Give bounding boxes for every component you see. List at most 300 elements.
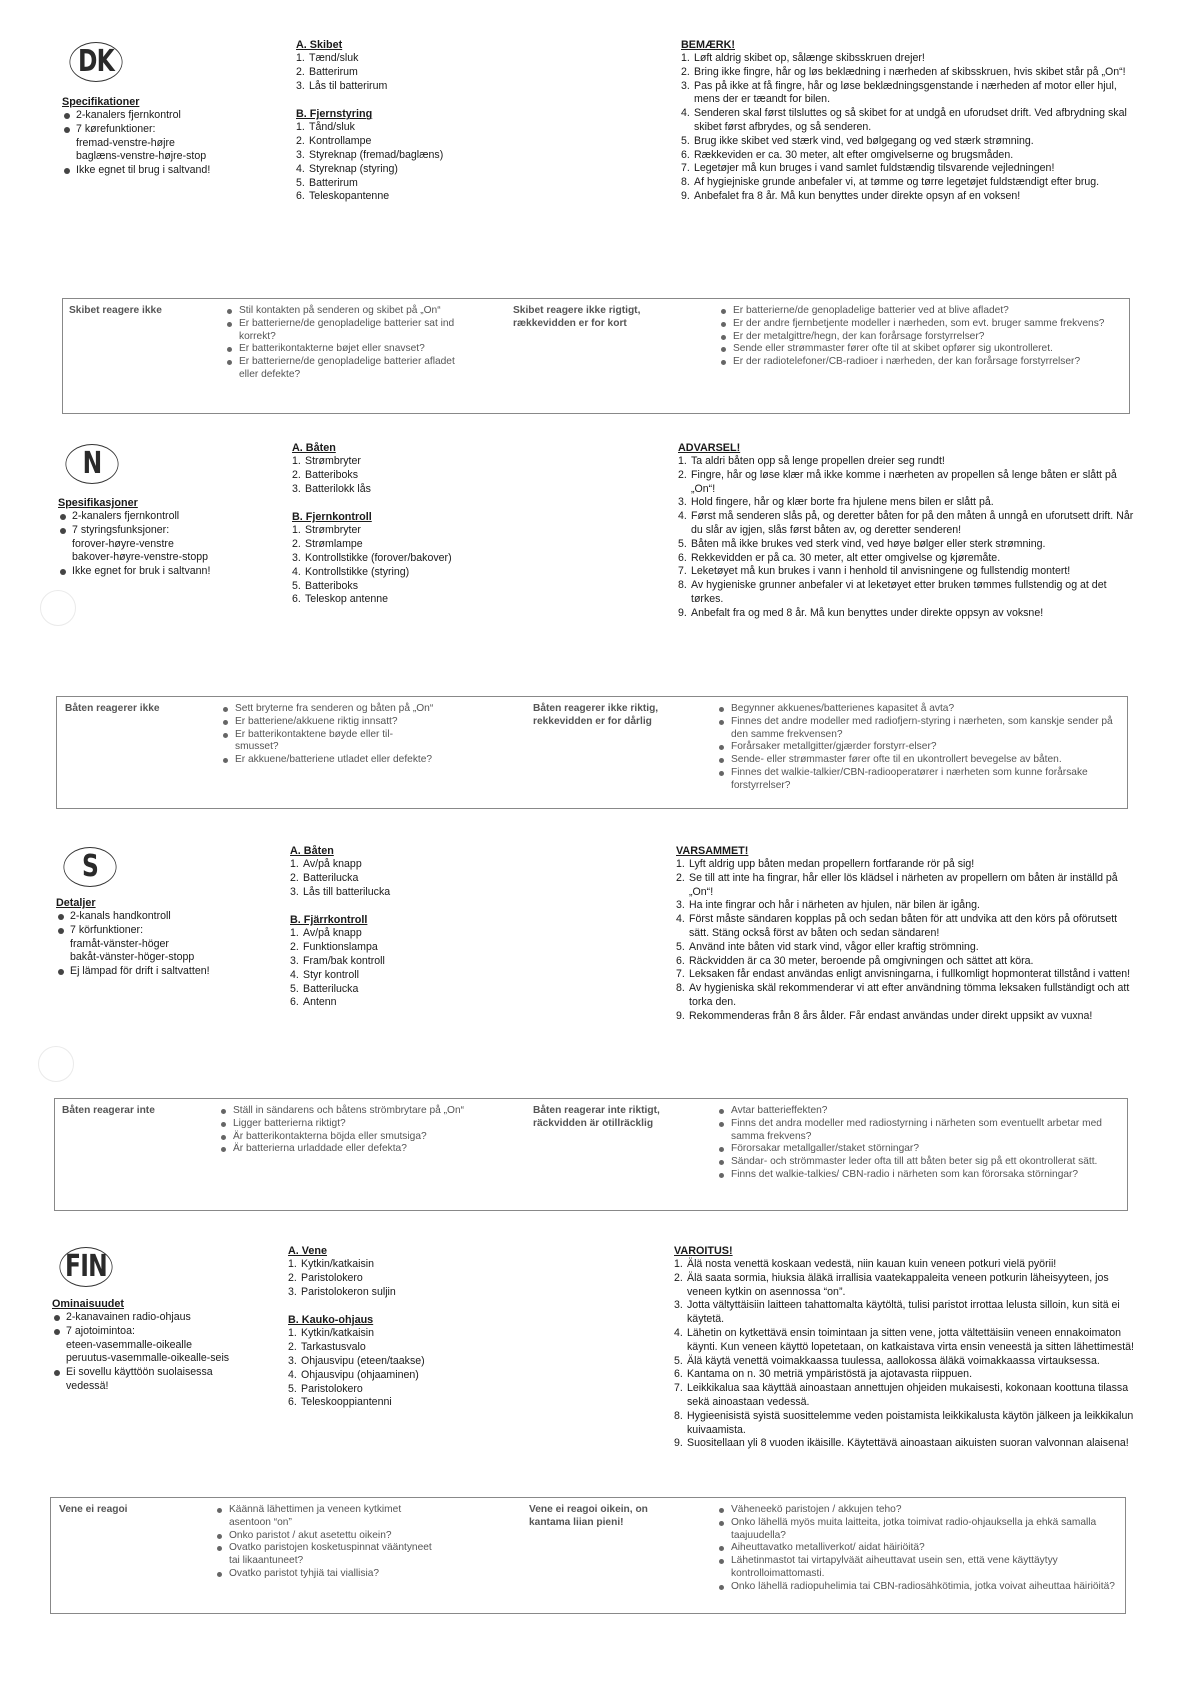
numbered-item — [678, 607, 1138, 621]
numbered-item — [288, 1272, 518, 1286]
item-number: 6. — [292, 593, 301, 606]
item-text: Kytkin/katkaisin — [301, 1258, 375, 1270]
numbered-item — [676, 913, 1136, 941]
item-text: Av hygieniske grunner anbefaler vi at leketøyet etter bruken tømmes fullstendig og at det tørkes. — [691, 579, 1107, 605]
bullet-item — [58, 510, 258, 524]
bullet-item — [225, 343, 455, 356]
badge-text: DK — [77, 44, 115, 80]
spec-list — [58, 510, 258, 579]
numbered-item — [296, 163, 526, 177]
numbered-item — [292, 538, 522, 552]
numbered-item — [674, 1299, 1134, 1327]
item-text: Onko paristot / akut asetettu oikein? — [229, 1529, 392, 1541]
numbered-item — [678, 552, 1138, 566]
bullet-item — [62, 164, 262, 178]
item-text: Er der metalgittre/hegn, der kan forårsage forstyrrelser? — [733, 330, 985, 342]
cause-list — [719, 305, 1119, 369]
item-number: 3. — [681, 79, 690, 92]
item-text: Suositellaan yli 8 vuoden ikäisille. Käytettävä ainoastaan aikuisten suoran valvonnan alaisena! — [687, 1437, 1129, 1450]
item-number: 1. — [288, 1327, 297, 1340]
item-text: Først må senderen slås på, og deretter båten for på den måten å unngå en uforutsett drift. Når du slår av igjen, slås først båten av, og deretter senderen! — [691, 510, 1134, 536]
problem-1-causes — [221, 703, 436, 767]
bullet-item — [719, 318, 1119, 331]
item-number: 1. — [678, 455, 687, 467]
numbered-item — [676, 899, 1136, 913]
item-text: Bring ikke fingre, hår og løs beklædning i nærheden af skibsskruen, hvis skibet står på „On“! — [694, 65, 1126, 78]
numbered-item — [676, 858, 1136, 872]
bullet-item — [717, 1542, 1117, 1555]
numbered-item — [678, 565, 1138, 579]
numbered-item — [288, 1355, 518, 1369]
item-number: 2. — [681, 65, 690, 78]
item-number: 5. — [678, 537, 687, 550]
numbered-item — [296, 149, 526, 163]
part-b-title: B. Kauko-ohjaus — [288, 1314, 374, 1327]
numbered-item — [676, 982, 1136, 1010]
item-text: Batteriboks — [305, 579, 358, 592]
warning-column — [678, 441, 1138, 621]
item-number: 5. — [676, 940, 685, 953]
warning-list — [678, 455, 1138, 621]
warning-column — [681, 38, 1141, 204]
item-text: Tænd/sluk — [309, 52, 359, 64]
parts-column — [292, 441, 522, 607]
item-number: 3. — [288, 1354, 297, 1367]
numbered-item — [674, 1272, 1134, 1300]
item-number: 2. — [288, 1341, 297, 1354]
item-text: Lås till batterilucka — [303, 885, 391, 898]
item-text: Kytkin/katkaisin — [301, 1327, 375, 1340]
item-number: 3. — [678, 496, 687, 509]
item-text: Af hygiejniske grunde anbefaler vi, at tømme og tørre legetøjet fuldstændigt efter brug. — [694, 176, 1100, 189]
numbered-item — [678, 538, 1138, 552]
bullet-item — [215, 1568, 435, 1581]
item-text: Onko lähellä radiopuhelimia tai CBN-radiosähkötimia, jotka voivat aiheuttaa häiriöitä? — [731, 1580, 1115, 1592]
item-number: 3. — [296, 79, 305, 92]
item-text: Lyft aldrig upp båten medan propellern fortfarande rör på sig! — [689, 858, 975, 870]
item-text: Anbefalet fra 8 år. Må kun benyttes under direkte opsyn af en voksen! — [694, 189, 1021, 202]
item-number: 7. — [681, 162, 690, 175]
numbered-item — [296, 121, 526, 135]
item-text: Leikkikalua saa käyttää ainoastaan annettujen ohjeiden mukaisesti, kokonaan koottuna tilassa sekä ainoastaan vedessä. — [687, 1382, 1129, 1408]
cause-list — [717, 703, 1117, 793]
spec-list — [52, 1311, 252, 1394]
numbered-item — [290, 955, 520, 969]
numbered-item — [292, 455, 522, 469]
item-text: Ställ in sändarens och båtens strömbrytare på „On“ — [233, 1105, 465, 1116]
part-a-list — [290, 858, 520, 899]
numbered-item — [678, 510, 1138, 538]
problem-2-heading: Vene ei reagoi oikein, on kantama liian pieni! — [529, 1504, 648, 1528]
item-text: Batteriboks — [305, 468, 358, 481]
item-number: 4. — [674, 1326, 683, 1339]
item-number: 6. — [288, 1396, 297, 1409]
item-number: 1. — [296, 52, 305, 64]
spec-list — [56, 910, 256, 979]
numbered-item — [674, 1382, 1134, 1410]
bullet-item — [56, 910, 256, 924]
item-number: 5. — [296, 176, 305, 189]
part-b-list — [290, 927, 520, 1010]
part-b-list — [296, 121, 526, 204]
problem-2-causes — [717, 1105, 1117, 1182]
bullet-item — [719, 331, 1119, 344]
item-text: Sende eller strømmaster fører ofte til at skibet opfører sig ukontrolleret. — [733, 343, 1053, 355]
item-text: Kantama on n. 30 metriä ympäristöstä ja ajotavasta riippuen. — [687, 1368, 973, 1381]
item-text: Begynner akkuenes/batterienes kapasitet å avta? — [731, 703, 955, 714]
item-number: 9. — [674, 1437, 683, 1450]
parts-column — [290, 844, 520, 1010]
warning-list — [676, 858, 1136, 1024]
item-number: 6. — [296, 190, 305, 203]
scan-artifact — [40, 590, 76, 626]
numbered-item — [674, 1327, 1134, 1355]
item-number: 2. — [676, 871, 685, 884]
problem-1-heading: Båten reagerar inte — [62, 1105, 155, 1116]
problem-2-causes — [717, 703, 1117, 793]
numbered-item — [676, 1010, 1136, 1024]
numbered-item — [674, 1368, 1134, 1382]
numbered-item — [681, 66, 1141, 80]
item-text: Funktionslampa — [303, 941, 378, 954]
numbered-item — [296, 80, 526, 94]
item-text: Först måste sändaren kopplas på och sedan båten för att undvika att den körs på oförutsett sätt. Stäng också först av båten och sedan sändaren! — [689, 913, 1118, 939]
item-text: Batterirum — [309, 176, 358, 189]
spec-column — [58, 496, 258, 579]
bullet-item — [62, 123, 262, 164]
spec-title: Ominaisuudet — [52, 1298, 124, 1310]
bullet-item — [717, 1555, 1117, 1581]
numbered-item — [292, 524, 522, 538]
item-text: Älä saata sormia, hiuksia äläkä irrallisia vaatekappaleita veneen potkurin läheisyyteen, jos veneen kytkin on asennossa “on”. — [687, 1271, 1109, 1298]
bullet-item — [56, 924, 256, 965]
item-number: 5. — [290, 982, 299, 995]
item-text: Strømlampe — [305, 538, 363, 551]
problem-2-causes — [717, 1504, 1117, 1594]
item-number: 6. — [674, 1368, 683, 1381]
bullet-item — [219, 1105, 479, 1118]
bullet-item — [717, 716, 1117, 742]
bullet-item — [719, 343, 1119, 356]
country-badge — [59, 1247, 112, 1287]
numbered-item — [288, 1383, 518, 1397]
item-number: 3. — [288, 1285, 297, 1298]
item-number: 8. — [676, 982, 685, 995]
item-number: 3. — [676, 899, 685, 912]
item-number: 7. — [676, 968, 685, 981]
spec-column — [62, 95, 262, 178]
item-text: Se till att inte ha fingrar, hår eller lös klädsel i närheten av propellern om båten är inställd på „On“! — [689, 871, 1118, 898]
item-number: 7. — [674, 1382, 683, 1395]
item-text: Aiheuttavatko metalliverkot/ aidat häiriöitä? — [731, 1542, 925, 1554]
bullet-item — [719, 305, 1119, 318]
bullet-item — [221, 703, 436, 716]
item-text: Ha inte fingrar och hår i närheten av hjulen, när bilen är igång. — [689, 899, 980, 912]
numbered-item — [296, 66, 526, 80]
problem-1-heading: Båten reagerer ikke — [65, 703, 160, 714]
problem-1-causes — [225, 305, 455, 382]
item-text: Räckvidden är ca 30 meter, beroende på omgivningen och sättet att köra. — [689, 954, 1034, 967]
item-text: Er batterierne/de genopladelige batterier ved at blive afladet? — [733, 305, 1009, 316]
item-text: Leksaken får endast användas enligt anvisningarna, i fullkomligt hopmonterat tillstånd i vatten! — [689, 968, 1131, 981]
item-number: 5. — [292, 579, 301, 592]
item-text: Kontrollstikke (forover/bakover) — [305, 551, 452, 564]
bullet-item — [219, 1131, 479, 1144]
item-number: 2. — [292, 468, 301, 481]
item-text: Finns det walkie-talkies/ CBN-radio i närheten som kan förorsaka störningar? — [731, 1168, 1079, 1180]
item-text: Ikke egnet for bruk i saltvann! — [72, 565, 211, 578]
item-text: Senderen skal først tilsluttes og så skibet for at undgå en uforudset drift. Ved afbrydning skal skibet først afbrydes, og så senderen. — [694, 107, 1127, 133]
bullet-item — [717, 1156, 1117, 1169]
item-number: 1. — [292, 455, 301, 467]
item-text: Ligger batterierna riktigt? — [233, 1117, 346, 1129]
item-number: 4. — [290, 968, 299, 981]
part-a-title: A. Båten — [292, 442, 336, 454]
part-b-list — [288, 1327, 518, 1410]
item-text: Forårsaker metallgitter/gjærder forstyrr-elser? — [731, 741, 937, 753]
spec-column — [56, 896, 256, 979]
numbered-item — [292, 552, 522, 566]
item-text: Kontrollstikke (styring) — [305, 565, 410, 578]
item-number: 2. — [288, 1271, 297, 1284]
item-text: Er batterierne/de genopladelige batterier afladet eller defekte? — [239, 356, 455, 380]
bullet-item — [56, 965, 256, 979]
warning-column — [676, 844, 1136, 1024]
item-text: Er batterikontakterne bøjet eller snavset? — [239, 343, 425, 355]
numbered-item — [681, 149, 1141, 163]
item-text: Finnes det andre modeller med radiofjern-styring i nærheten, som kanskje sender på den samme frekvensen? — [731, 715, 1113, 740]
item-text: Av/på knapp — [303, 927, 362, 940]
numbered-item — [674, 1355, 1134, 1369]
item-text: Väheneekö paristojen / akkujen teho? — [731, 1504, 902, 1515]
item-number: 5. — [288, 1382, 297, 1395]
item-number: 4. — [681, 107, 690, 120]
warning-title: VARSAMMET! — [676, 845, 749, 857]
cause-list — [717, 1504, 1117, 1594]
item-text: 7 körfunktioner: framåt-vänster-höger bakåt-vänster-höger-stopp — [70, 923, 195, 964]
part-b-title: B. Fjernkontroll — [292, 511, 372, 524]
item-text: Batterilokk lås — [305, 482, 371, 495]
item-number: 4. — [288, 1368, 297, 1381]
bullet-item — [717, 1169, 1117, 1182]
spec-title: Specifikationer — [62, 96, 140, 108]
item-text: Styr kontroll — [303, 968, 359, 981]
part-a-title: A. Skibet — [296, 39, 343, 51]
part-b-title: B. Fjärrkontroll — [290, 914, 368, 927]
item-text: Ohjausvipu (ohjaaminen) — [301, 1368, 419, 1381]
numbered-item — [296, 52, 526, 66]
item-text: Batterilucka — [303, 982, 359, 995]
country-badge — [65, 444, 118, 484]
item-text: Rekkevidden er på ca. 30 meter, alt etter omgivelse og kjøremåte. — [691, 551, 1001, 564]
bullet-item — [717, 1105, 1117, 1118]
item-text: Sende- eller strømmaster fører ofte til en ukontrollert bevegelse av båten. — [731, 754, 1062, 766]
item-number: 6. — [678, 551, 687, 564]
numbered-item — [288, 1286, 518, 1300]
item-text: Pas på ikke at få fingre, hår og løse beklædningsgenstande i nærheden af motor eller hjul, mens der er tæandt for bilen. — [694, 79, 1117, 106]
problem-1-causes — [215, 1504, 435, 1581]
warning-list — [681, 52, 1141, 204]
numbered-item — [290, 858, 520, 872]
numbered-item — [676, 968, 1136, 982]
item-text: Hygieenisistä syistä suosittelemme veden poistamista leikkikalusta käytön jälkeen ja leikkikalun kuivaamista. — [687, 1409, 1134, 1436]
item-number: 5. — [681, 134, 690, 147]
item-text: Finns det andra modeller med radiostyrning i närheten som eventuellt arbetar med samma frekvens? — [731, 1117, 1102, 1142]
troubleshooting-table — [54, 1098, 1128, 1211]
item-text: Batterilucka — [303, 871, 359, 884]
problem-1-heading: Vene ei reagoi — [59, 1504, 128, 1515]
bullet-item — [717, 767, 1117, 793]
item-text: Tånd/sluk — [309, 121, 355, 134]
numbered-item — [676, 941, 1136, 955]
item-text: Ovatko paristot tyhjiä tai viallisia? — [229, 1567, 380, 1579]
problem-1-heading: Skibet reagere ikke — [69, 305, 162, 316]
part-b-title: B. Fjernstyring — [296, 108, 373, 121]
part-a-list — [296, 52, 526, 93]
numbered-item — [681, 190, 1141, 204]
item-text: Stil kontakten på senderen og skibet på „On“ — [239, 305, 441, 316]
numbered-item — [292, 580, 522, 594]
item-number: 1. — [681, 52, 690, 64]
item-text: Onko lähellä myös muita laitteita, jotka toimivat radio-ohjauksella ja ehkä samalla taajuudella? — [731, 1516, 1097, 1541]
item-number: 9. — [681, 189, 690, 202]
numbered-item — [288, 1396, 518, 1410]
item-text: 7 ajotoimintoa: eteen-vasemmalle-oikealle peruutus-vasemmalle-oikealle-seis — [66, 1324, 230, 1365]
item-number: 3. — [296, 148, 305, 161]
item-text: Kontrollampe — [309, 135, 372, 148]
numbered-item — [296, 190, 526, 204]
numbered-item — [676, 872, 1136, 900]
bullet-item — [225, 318, 455, 344]
part-a-list — [288, 1258, 518, 1299]
item-number: 2. — [296, 135, 305, 148]
warning-title: VAROITUS! — [674, 1245, 733, 1257]
item-text: Avtar batterieffekten? — [731, 1105, 828, 1116]
numbered-item — [296, 135, 526, 149]
cause-list — [225, 305, 455, 382]
scan-artifact — [38, 1046, 74, 1082]
bullet-item — [58, 524, 258, 565]
problem-2-causes — [719, 305, 1119, 369]
numbered-item — [290, 969, 520, 983]
warning-title: BEMÆRK! — [681, 39, 735, 51]
bullet-item — [225, 356, 455, 382]
troubleshooting-table — [56, 696, 1128, 809]
badge-text: S — [81, 849, 99, 885]
country-badge — [69, 42, 122, 82]
item-number: 1. — [676, 858, 685, 870]
troubleshooting-table — [50, 1497, 1126, 1614]
numbered-item — [681, 162, 1141, 176]
numbered-item — [674, 1437, 1134, 1451]
bullet-item — [215, 1530, 435, 1543]
item-number: 2. — [296, 65, 305, 78]
bullet-item — [717, 703, 1117, 716]
item-number: 8. — [678, 579, 687, 592]
item-text: Tarkastusvalo — [301, 1341, 366, 1354]
bullet-item — [219, 1143, 479, 1156]
item-text: Leketøyet må kun brukes i vann i henhold til anvisningene og fullstendig montert! — [691, 565, 1071, 578]
item-number: 6. — [676, 954, 685, 967]
numbered-item — [290, 983, 520, 997]
item-number: 2. — [674, 1271, 683, 1284]
bullet-item — [717, 1504, 1117, 1517]
numbered-item — [676, 955, 1136, 969]
item-text: Förorsakar metallgaller/staket störningar? — [731, 1143, 919, 1155]
numbered-item — [296, 177, 526, 191]
item-text: 7 styringsfunksjoner: forover-høyre-venstre bakover-høyre-venstre-stopp — [72, 523, 209, 564]
item-number: 5. — [674, 1354, 683, 1367]
numbered-item — [292, 483, 522, 497]
bullet-item — [52, 1366, 252, 1394]
item-number: 6. — [290, 996, 299, 1009]
numbered-item — [290, 872, 520, 886]
item-text: Styreknap (fremad/baglæns) — [309, 148, 444, 161]
bullet-item — [717, 1581, 1117, 1594]
part-a-title: A. Båten — [290, 845, 334, 857]
item-text: Er batterikontaktene bøyde eller til-smusset? — [235, 728, 393, 753]
bullet-item — [717, 1143, 1117, 1156]
item-number: 8. — [674, 1409, 683, 1422]
numbered-item — [288, 1369, 518, 1383]
item-text: 2-kanavainen radio-ohjaus — [66, 1311, 191, 1323]
item-text: Ovatko paristojen kosketuspinnat vääntyneet tai likaantuneet? — [229, 1542, 432, 1567]
numbered-item — [681, 135, 1141, 149]
item-text: Sett bryterne fra senderen og båten på „On“ — [235, 703, 434, 714]
item-text: Er der andre fjernbetjente modeller i nærheden, som evt. bruger samme frekvens? — [733, 317, 1105, 329]
cause-list — [215, 1504, 435, 1581]
item-text: Paristolokeron suljin — [301, 1285, 396, 1298]
numbered-item — [678, 496, 1138, 510]
bullet-item — [221, 729, 436, 755]
spec-title: Detaljer — [56, 897, 96, 909]
item-number: 7. — [678, 565, 687, 578]
warning-title: ADVARSEL! — [678, 442, 741, 454]
item-number: 1. — [290, 927, 299, 940]
cause-list — [221, 703, 436, 767]
item-text: Rækkeviden er ca. 30 meter, alt efter omgivelserne og brugsmåden. — [694, 148, 1014, 161]
parts-column — [296, 38, 526, 204]
item-number: 2. — [290, 941, 299, 954]
item-text: Jotta vältyttäisiin laitteen tahattomalta käytöltä, tulisi paristot irrottaa lelusta silloin, kun sitä ei käytetä. — [687, 1299, 1120, 1326]
numbered-item — [681, 176, 1141, 190]
item-text: 2-kanalers fjernkontrol — [76, 109, 181, 121]
item-number: 9. — [676, 1009, 685, 1022]
item-text: Paristolokero — [301, 1382, 363, 1395]
item-text: Anbefalt fra og med 8 år. Må kun benyttes under direkte oppsyn av voksne! — [691, 606, 1044, 619]
item-text: Ta aldri båten opp så lenge propellen dreier seg rundt! — [691, 455, 945, 467]
item-text: Rekommenderas från 8 års ålder. Får endast användas under direkt uppsikt av vuxna! — [689, 1009, 1093, 1022]
item-text: Teleskooppiantenni — [301, 1396, 392, 1409]
item-number: 9. — [678, 606, 687, 619]
bullet-item — [221, 754, 436, 767]
item-text: Hold fingere, hår og klær borte fra hjulene mens bilen er slått på. — [691, 496, 994, 509]
item-text: Er batteriene/akkuene riktig innsatt? — [235, 715, 398, 727]
item-text: Lähetinmastot tai virtapylväät aiheuttavat usein sen, että vene käyttäytyy kontrolloimattomasti. — [731, 1555, 1058, 1579]
numbered-item — [681, 80, 1141, 108]
spec-column — [52, 1297, 252, 1394]
bullet-item — [717, 754, 1117, 767]
country-badge — [63, 847, 116, 887]
numbered-item — [290, 927, 520, 941]
item-text: Ikke egnet til brug i saltvand! — [76, 164, 211, 177]
item-text: Løft aldrig skibet op, sålænge skibsskruen drejer! — [694, 52, 925, 64]
numbered-item — [681, 107, 1141, 135]
item-text: Er batterierne/de genopladelige batterier sat ind korrekt? — [239, 317, 455, 342]
item-text: Båten må ikke brukes ved sterk vind, ved høye bølger eller sterk strømning. — [691, 537, 1046, 550]
item-number: 3. — [674, 1299, 683, 1312]
warning-column — [674, 1244, 1134, 1451]
